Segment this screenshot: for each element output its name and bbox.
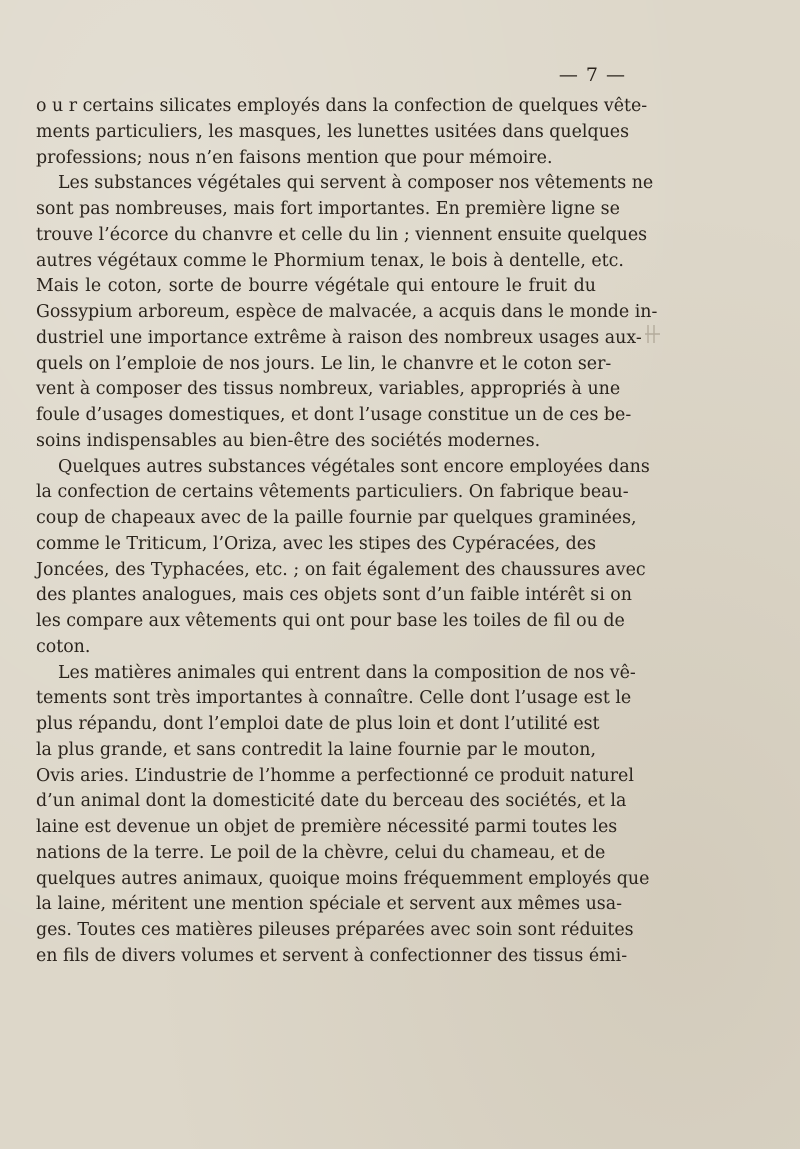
text-line: la laine, méritent une mention spéciale et servent aux mêmes usa- [36,894,622,915]
text-line: laine est devenue un objet de première nécessité parmi toutes les [36,817,618,837]
text-line: coton. [36,636,91,657]
text-line: Quelques autres substances végétales sont encore employées dans [58,456,650,477]
text-line: Les matières animales qui entrent dans la composition de nos vê- [58,662,636,683]
text-line: ments particuliers, les masques, les lunettes usitées dans quelques [36,121,630,142]
text-line: des plantes analogues, mais ces objets sont d’un faible intérêt si on [36,585,632,606]
body-text [36,94,658,970]
text-line: Mais le coton, sorte de bourre végétale qui entoure le fruit du [36,276,596,297]
text-line: ges. Toutes ces matières pileuses préparées avec soin sont réduites [36,920,634,940]
text-line: quels on l’emploie de nos jours. Le lin, le chanvre et le coton ser- [36,353,612,374]
text-line: o u r certains silicates employés dans la confection de quelques vête- [36,96,648,116]
text-line: les compare aux vêtements qui ont pour base les toiles de fil ou de [36,611,625,631]
text-line: comme le Triticum, l’Oriza, avec les stipes des Cypéracées, des [36,533,596,554]
text-line: la plus grande, et sans contredit la laine fournie par le mouton, [36,739,596,760]
text-line: quelques autres animaux, quoique moins fréquemment employés que [36,868,650,889]
text-line: vent à composer des tissus nombreux, variables, appropriés à une [36,379,621,400]
text-line: foule d’usages domestiques, et dont l’usage constitue un de ces be- [36,405,632,425]
text-line: nations de la terre. Le poil de la chèvre, celui du chameau, et de [36,842,606,863]
margin-pencil-mark [644,322,674,346]
text-line: autres végétaux comme le Phormium tenax, le bois à dentelle, etc. [36,250,624,271]
text-line: plus répandu, dont l’emploi date de plus loin et dont l’utilité est [36,714,600,734]
text-line: Gossypium arboreum, espèce de malvacée, a acquis dans le monde in- [36,302,658,322]
text-line: la confection de certains vêtements particuliers. On fabrique beau- [36,482,629,503]
text-line: soins indispensables au bien-être des sociétés modernes. [36,430,541,451]
text-line: Joncées, des Typhacées, etc. ; on fait également des chaussures avec [36,559,646,580]
text-line: sont pas nombreuses, mais fort importantes. En première ligne se [36,199,620,219]
text-line: d’un animal dont la domesticité date du berceau des sociétés, et la [36,791,627,812]
text-line: dustriel une importance extrême à raison des nombreux usages aux- [36,327,642,348]
text-line: professions; nous n’en faisons mention que pour mémoire. [36,147,553,168]
text-line: trouve l’écorce du chanvre et celle du lin ; viennent ensuite quelques [36,224,648,245]
page-number: — 7 — [558,64,626,86]
text-line: Ovis aries. L’industrie de l’homme a perfectionné ce produit naturel [36,765,634,786]
text-line: coup de chapeaux avec de la paille fournie par quelques graminées, [36,508,637,528]
text-line: en fils de divers volumes et servent à confectionner des tissus émi- [36,945,628,966]
text-line: Les substances végétales qui servent à composer nos vêtements ne [58,173,654,194]
text-line: tements sont très importantes à connaître. Celle dont l’usage est le [36,688,632,709]
